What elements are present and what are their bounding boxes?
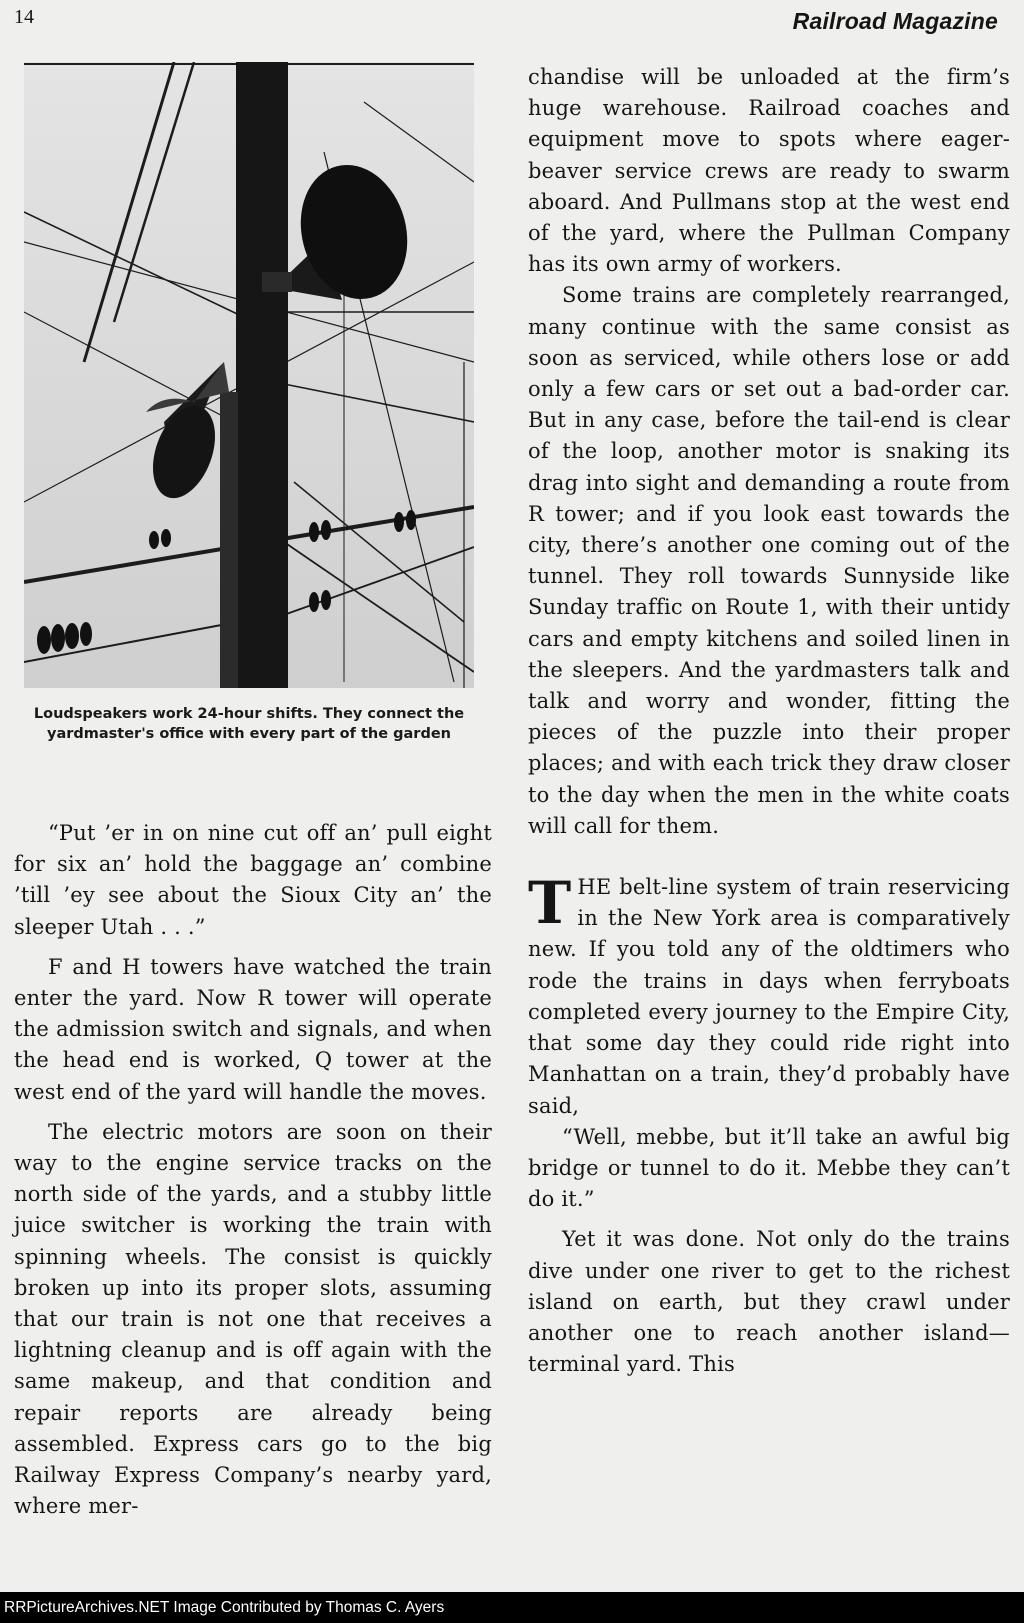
- right-column: [528, 62, 1010, 1380]
- paragraph: Yet it was done. Not only do the trains dive under one river to get to the richest island on earth, but they crawl under another one to reach another island—terminal yard. This: [528, 1227, 1010, 1377]
- paragraph: The electric motors are soon on their way to the engine service tracks on the north side of the yards, and a stubby little juice switcher is working the train with spinning wheels. The consist is quickly broken up into its proper slots, assuming that our train is not one that receives a lightning cleanup and is off again with the same makeup, and that condition and repair reports are already being assembled. Express cars go to the big Railway Express Company’s nearby yard, where mer-: [14, 1119, 492, 1519]
- footer-credit: RRPictureArchives.NET Image Contributed by Thomas C. Ayers: [0, 1592, 1024, 1623]
- loudspeaker-photo: [24, 62, 474, 688]
- photo-caption: Loudspeakers work 24-hour shifts. They connect the yardmaster's office with every part of the garden: [33, 706, 465, 742]
- page-number: 14: [14, 6, 34, 28]
- paragraph: “Well, mebbe, but it’ll take an awful big bridge or tunnel to do it. Mebbe they can’t do it.”: [528, 1124, 1010, 1212]
- paragraph: Some trains are completely rearranged, many continue with the same consist as soon as serviced, while others lose or add only a few cars or set out a bad-order car. But in any case, before the tail-end is clear of the loop, another motor is snaking its drag into sight and demanding a route from R tower; and if you look east towards the city, there’s another one coming out of the tunnel. They roll towards Sunnyside like Sunday traffic on Route 1, with their untidy cars and empty kitchens and soiled linen in the sleepers. And the yardmasters talk and talk and worry and wonder, fitting the pieces of the puzzle into their proper places; and with each trick they draw closer to the day when the men in the white coats will call for them.: [528, 283, 1010, 838]
- paragraph: chandise will be unloaded at the firm’s huge warehouse. Railroad coaches and equipment move to spots where eager-beaver service crews are ready to swarm aboard. And Pullmans stop at the west end of the yard, where the Pullman Company has its own army of workers.: [528, 65, 1010, 277]
- left-column: [14, 818, 492, 1522]
- section-paragraph: [528, 869, 1010, 1122]
- magazine-title: Railroad Magazine: [792, 8, 998, 34]
- paragraph-text: HE belt-line system of train reservicing in the New York area is comparatively new. If you told any of the oldtimers who rode the trains in days when ferryboats completed every journey to the Empire City, that some day they could ride right into Manhattan on a train, they’d probably have said,: [528, 875, 1010, 1118]
- paragraph: “Put ’er in on nine cut off an’ pull eight for six an’ hold the baggage an’ combine ’till ’ey see about the Sioux City an’ the sleeper Utah . . .”: [14, 821, 492, 939]
- paragraph: F and H towers have watched the train enter the yard. Now R tower will operate the admission switch and signals, and when the head end is worked, Q tower at the west end of the yard will handle the moves.: [14, 954, 492, 1104]
- drop-cap: T: [528, 869, 572, 938]
